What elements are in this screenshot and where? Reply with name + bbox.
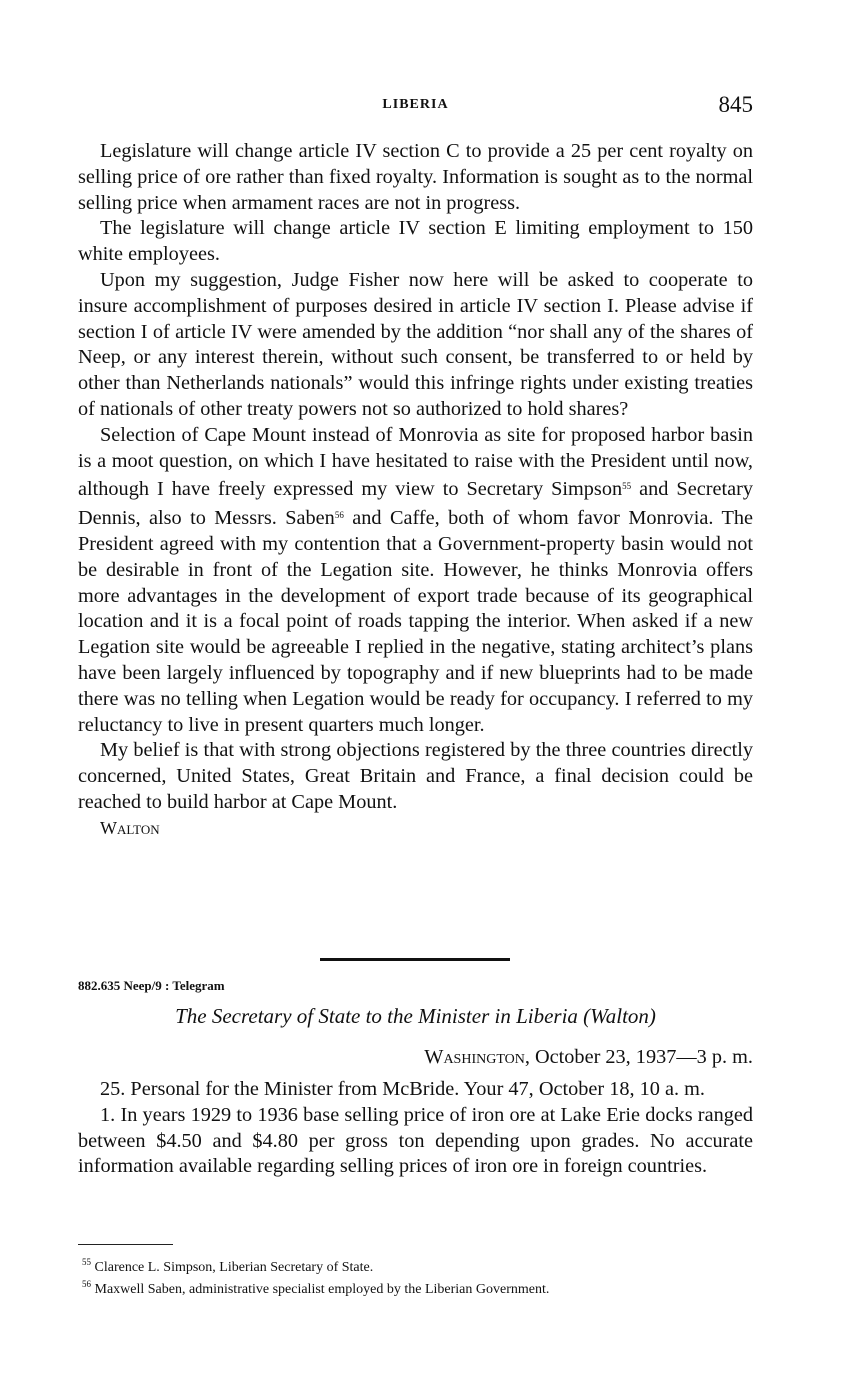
footnote-ref-56: 56 [334, 510, 344, 521]
footnote-text: Clarence L. Simpson, Liberian Secretary of State. [91, 1260, 374, 1275]
paragraph-harbor-text-2: and Secretary Dennis, also to Messrs. Saben [78, 478, 753, 530]
dateline-date: , October 23, 1937—3 p. m. [524, 1046, 753, 1068]
document-title: The Secretary of State to the Minister in Liberia (Walton) [175, 1004, 656, 1028]
signature: Walton [100, 817, 160, 838]
paragraph-employment: The legislature will change article IV section E limiting employment to 150 white employees. [78, 217, 753, 266]
section-divider [320, 958, 510, 961]
running-head [78, 94, 753, 120]
dateline-place: Washington [424, 1046, 525, 1068]
footnote-text: Maxwell Saben, administrative specialist employed by the Liberian Government. [91, 1282, 550, 1297]
paragraph-royalty: Legislature will change article IV section C to provide a 25 per cent royalty on selling price of ore rather than fixed royalty. Information is sought as to the normal selling price when armament races are not in progress. [78, 140, 753, 214]
paragraph-harbor-site [78, 423, 753, 739]
page-number: 845 [718, 92, 753, 117]
reply-body [78, 1077, 753, 1180]
telegram-body [78, 139, 753, 840]
dateline [424, 1046, 753, 1069]
paragraph-shares: Upon my suggestion, Judge Fisher now here will be asked to cooperate to insure accomplishment of purposes desired in article IV section I. Please advise if section I of article IV were amended by the addition “nor shall any of the shares of Neep, or any interest therein, without such consent, be transferred to or held by other than Netherlands nationals” would this infringe rights under existing treaties of nationals of other treaty powers not so authorized to hold shares? [78, 268, 753, 420]
paragraph-personal: 25. Personal for the Minister from McBride. Your 47, October 18, 10 a. m. [100, 1078, 705, 1100]
running-head-title: LIBERIA [382, 97, 449, 112]
footnote-56 [78, 1276, 753, 1298]
footnote-rule [78, 1244, 173, 1245]
footnote-55 [78, 1254, 753, 1276]
paragraph-iron-ore-prices: 1. In years 1929 to 1936 base selling price of iron ore at Lake Erie docks ranged between $4.50 and $4.80 per gross ton depending upon grades. No accurate information available regarding selling prices of iron ore in foreign countries. [78, 1103, 753, 1178]
footnote-number: 55 [82, 1257, 91, 1267]
footnotes [78, 1254, 753, 1298]
file-number: 882.635 Neep/9 : Telegram [78, 978, 225, 993]
footnote-ref-55: 55 [622, 481, 632, 492]
paragraph-harbor-text-3: and Caffe, both of whom favor Monrovia. The President agreed with my contention that a Government-property basin would not be desirable in front of the Legation site. However, he thinks Monrovia offers more advantages in the development of export trade because of its geographical location and it is a focal point of roads tapping the interior. When asked if a new Legation site would be agreeable I replied in the negative, stating architect’s plans have been largely influenced by topography and if new blueprints had to be made there was no telling when Legation would be ready for occupancy. I referred to my reluctancy to live in present quarters much longer. [78, 507, 753, 736]
paragraph-belief: My belief is that with strong objections registered by the three countries directly concerned, United States, Great Britain and France, a final decision could be reached to build harbor at Cape Mount. [78, 739, 753, 813]
paragraph-harbor-text-1: Selection of Cape Mount instead of Monrovia as site for proposed harbor basin is a moot question, on which I have hesitated to raise with the President until now, although I have freely expressed my view to Secretary Simpson [78, 423, 753, 501]
footnote-number: 56 [82, 1279, 91, 1289]
